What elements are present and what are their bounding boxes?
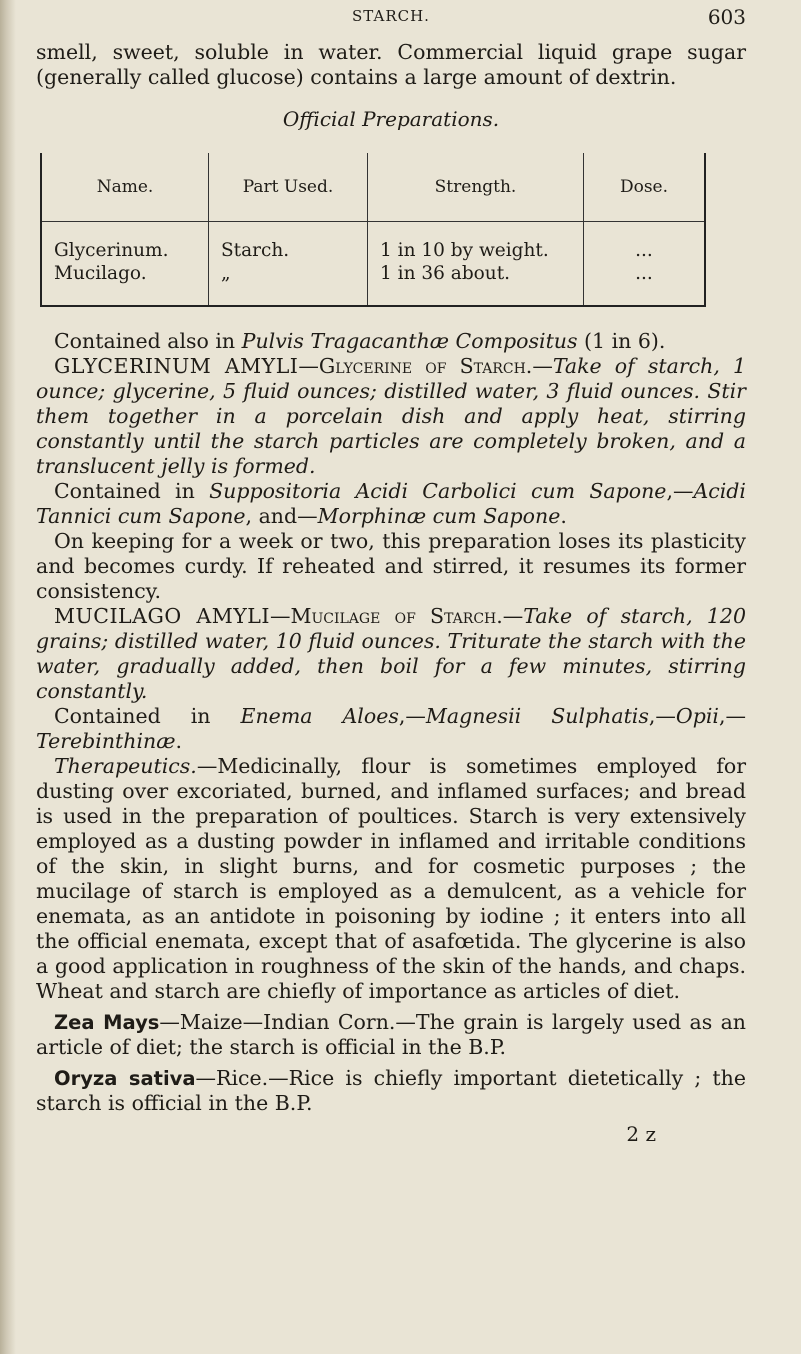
cell-strengths — [368, 222, 584, 307]
keeping-paragraph: On keeping for a week or two, this preparation loses its plasticity and becomes curdy. If reheated and stirred, it resumes its former consistency. — [36, 529, 746, 603]
zea-mays-paragraph — [36, 1010, 746, 1060]
text-run: ,— — [398, 704, 426, 728]
col-header-name: Name. — [41, 153, 209, 222]
entry-subheading: Glycerine of Starch. — [318, 354, 533, 378]
italic-run: Acidi Tannici cum Sapone — [36, 479, 746, 528]
text-run: , and— — [245, 504, 318, 528]
suppositoria-paragraph — [36, 479, 746, 529]
col-header-dose: Dose. — [584, 153, 706, 222]
contained-also-paragraph — [36, 329, 746, 354]
enema-paragraph — [36, 704, 746, 754]
italic-run: Take of starch, 120 grains; distilled water, 10 fluid ounces. Triturate the starch with the water, gradually added, then boil for a few minutes, stirring constantly. — [36, 604, 746, 703]
italic-run: Therapeutics. — [54, 754, 197, 778]
col-header-strength: Strength. — [368, 153, 584, 222]
preparations-table — [40, 153, 706, 307]
col-header-part: Part Used. — [209, 153, 368, 222]
entry-heading: MUCILAGO AMYLI — [54, 604, 270, 628]
italic-run: Suppositoria Acidi Carbolici cum Sapone — [209, 479, 667, 503]
therapeutics-paragraph — [36, 754, 746, 1004]
cell-dose: ... — [635, 263, 653, 284]
text-run: ,— — [718, 704, 746, 728]
bold-run: Zea Mays — [54, 1011, 160, 1034]
mucilago-paragraph — [36, 604, 746, 704]
book-page — [36, 0, 746, 1146]
text-run: — — [532, 354, 553, 378]
cell-part: Starch. — [221, 240, 290, 261]
text-run: Contained in — [54, 479, 210, 503]
section-title: Official Preparations. — [282, 107, 500, 131]
italic-run: Opii — [675, 704, 719, 728]
text-run: Contained also in — [54, 329, 242, 353]
intro-paragraph: smell, sweet, soluble in water. Commercial liquid grape sugar (generally called glucose) contains a large amount of dextrin. — [36, 40, 746, 89]
cell-names — [41, 222, 209, 307]
cell-dose: ... — [635, 240, 653, 261]
entry-subheading: Mucilage of Starch. — [290, 604, 503, 628]
cell-strength: 1 in 36 about. — [380, 263, 511, 284]
italic-run: Magnesii Sulphatis — [425, 704, 649, 728]
bold-run: Oryza sativa — [54, 1067, 196, 1090]
entry-heading: GLYCERINUM AMYLI — [54, 354, 299, 378]
glycerinum-paragraph — [36, 354, 746, 479]
italic-run: Enema Aloes — [240, 704, 399, 728]
text-run: — — [298, 354, 319, 378]
cell-name: Glycerinum. — [54, 240, 169, 261]
text-run: — — [269, 604, 291, 628]
text-run: . — [560, 504, 567, 528]
oryza-paragraph — [36, 1066, 746, 1116]
cell-name: Mucilago. — [54, 263, 147, 284]
text-run: —Medicinally, flour is sometimes employed for dusting over excoriated, burned, and inflamed surfaces; and bread is used in the preparation of poultices. Starch is very extensively employed as a dusting powder in inflamed and irritable conditions of the skin, in slight burns, and for cosmetic purposes ; the mucilage of starch is employed as a demulcent, as a vehicle for enemata, as an antidote in poisoning by iodine ; it enters into all the official enemata, except that of asafœtida. The glycerine is also a good application in roughness of the skin of the hands, and chaps. Wheat and starch are chiefly of importance as articles of diet. — [36, 754, 746, 1003]
italic-run: Morphinæ cum Sapone — [317, 504, 561, 528]
text-run: —Rice.—Rice is chiefly important dietetically ; the starch is official in the B.P. — [36, 1066, 747, 1115]
text-run: Contained in — [54, 704, 241, 728]
cell-part: „ — [221, 263, 231, 284]
text-run: ,— — [648, 704, 676, 728]
italic-run: Pulvis Tragacanthæ Compositus — [241, 329, 578, 353]
text-run: (1 in 6). — [577, 329, 666, 353]
text-run: — — [502, 604, 524, 628]
running-head — [36, 0, 746, 40]
printer-signature: 2 z — [626, 1122, 656, 1146]
text-run: —Maize—Indian Corn.—The grain is largely used as an article of diet; the starch is official in the B.P. — [36, 1010, 747, 1059]
cell-parts — [209, 222, 368, 307]
cell-doses — [584, 222, 706, 307]
table-header-row — [41, 153, 705, 222]
table-row — [41, 222, 705, 307]
text-run: ,— — [666, 479, 694, 503]
text-run: . — [175, 729, 183, 753]
italic-run: Take of starch, 1 ounce; glycerine, 5 fluid ounces; distilled water, 3 fluid ounces. Stir them together in a porcelain dish and apply heat, stirring constantly until the starch particles are completely broken, and a translucent jelly is formed. — [36, 354, 746, 478]
running-head-title: STARCH. — [352, 7, 430, 25]
page-number: 603 — [707, 5, 746, 29]
page-binding-edge — [0, 0, 16, 1354]
italic-run: Terebinthinæ — [36, 729, 176, 753]
cell-strength: 1 in 10 by weight. — [380, 240, 549, 261]
